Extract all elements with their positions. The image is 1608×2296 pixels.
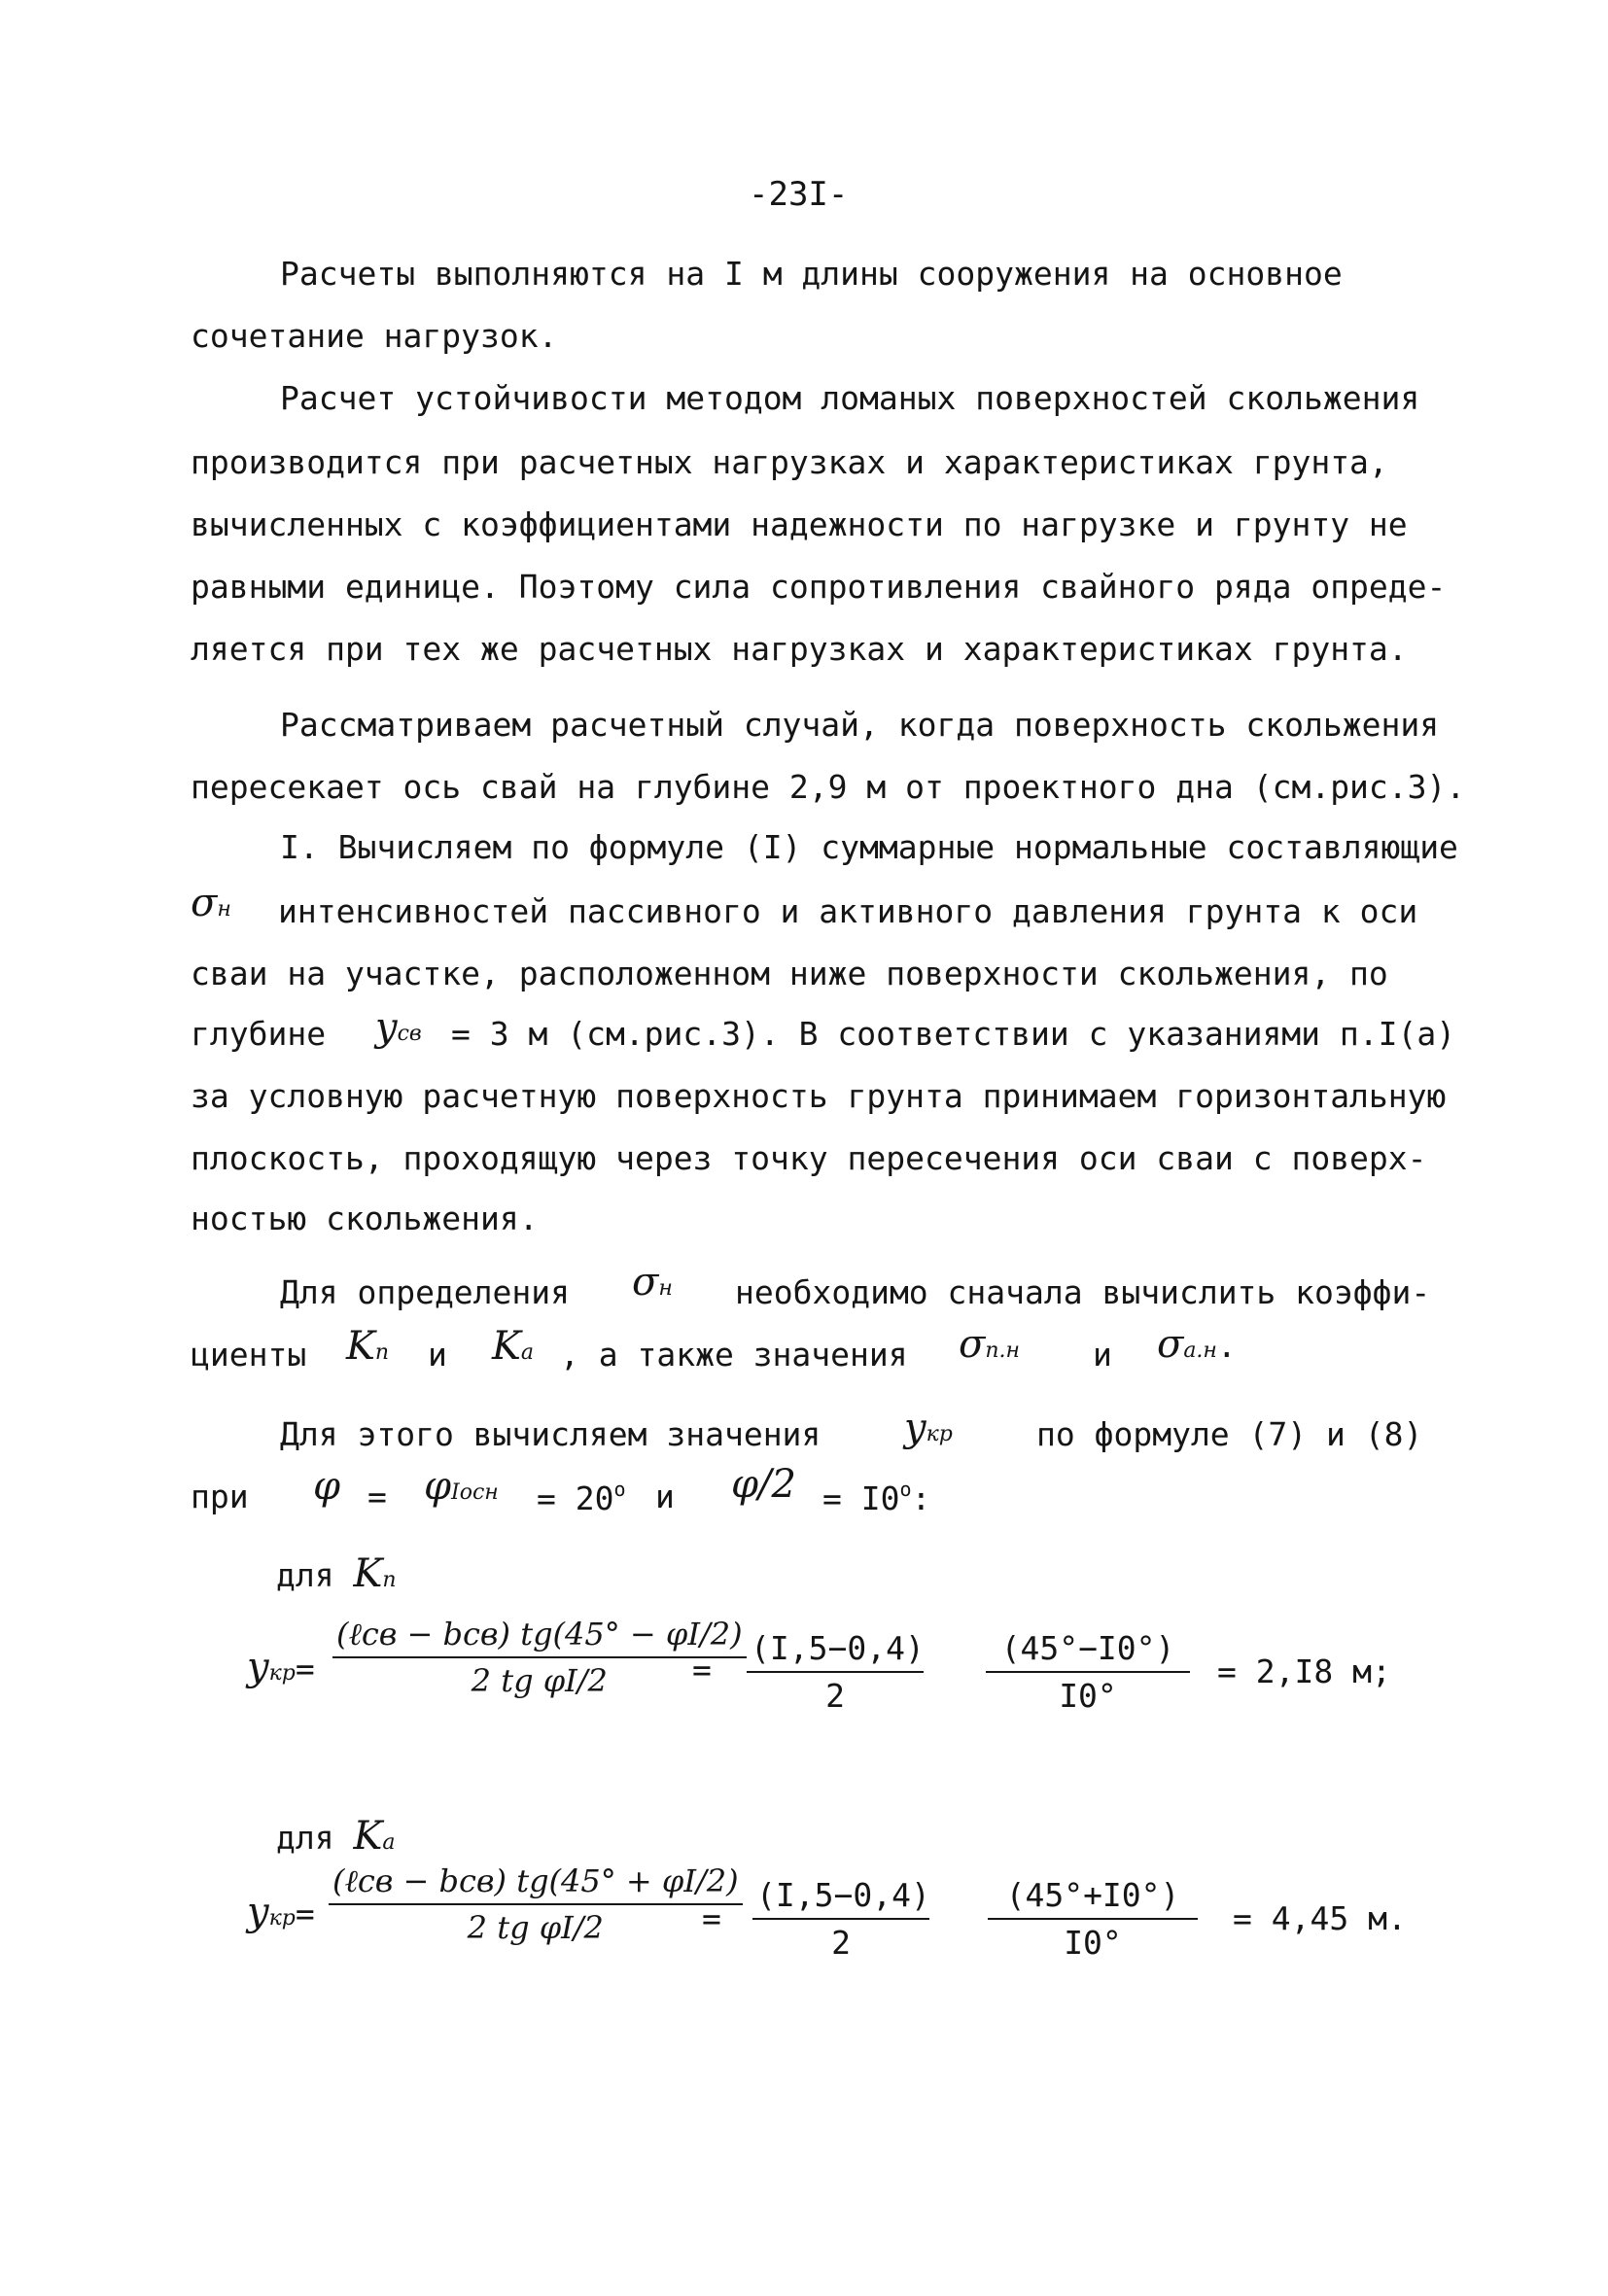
paragraph-line: циенты xyxy=(191,1336,307,1374)
paragraph-line: по формуле (7) и (8) xyxy=(1036,1415,1423,1453)
paragraph-line: Расчет устойчивости методом ломаных поверхностей скольжения xyxy=(280,379,1420,417)
paragraph-line: ностью скольжения. xyxy=(191,1200,539,1237)
equals-sign: = xyxy=(367,1478,387,1515)
equals-sign: = xyxy=(702,1899,721,1937)
phi-half-value: = $I0^о$: xyxy=(822,1478,931,1517)
formula-fraction: $\frac{(45^\circ+I0^\circ)}{I0^\circ}$ xyxy=(988,1876,1198,1962)
formula-result: = 4,45 м. xyxy=(1233,1899,1407,1937)
formula-fraction: (ℓсв − bсв) tg(45° + φI/2) 2 tg φI/2 xyxy=(329,1862,743,1946)
paragraph-line: = 3 м (см.рис.3). В соответствии с указаниями п.I(а) xyxy=(451,1015,1456,1053)
equals-sign: = xyxy=(692,1651,712,1688)
paragraph-line: сочетание нагрузок. xyxy=(191,317,558,355)
paragraph-line: за условную расчетную поверхность грунта принимаем горизонтальную xyxy=(191,1077,1447,1115)
conjunction: и xyxy=(1093,1336,1112,1374)
paragraph-line: производится при расчетных нагрузках и характеристиках грунта, xyxy=(191,443,1388,481)
conjunction: и xyxy=(428,1336,447,1374)
paragraph-line: плоскость, проходящую через точку пересечения оси сваи с поверх- xyxy=(191,1139,1427,1177)
paragraph-line: Для этого вычисляем значения xyxy=(280,1415,821,1453)
y-sv-symbol: yсв xyxy=(375,1005,422,1050)
formula-fraction: $\frac{(I,5-0,4)}{2}$ xyxy=(752,1876,929,1962)
formula-lhs: yкр= xyxy=(247,1645,315,1689)
formula-lhs: yкр= xyxy=(247,1890,315,1934)
paragraph-line: при xyxy=(191,1478,249,1515)
paragraph-line: вычисленных с коэффициентами надежности по нагрузке и грунту не xyxy=(191,505,1408,543)
sigma-n-symbol: σн xyxy=(632,1260,673,1305)
paragraph-line: I. Вычисляем по формуле (I) суммарные нормальные составляющие xyxy=(280,828,1458,866)
paragraph-line: сваи на участке, расположенном ниже поверхности скольжения, по xyxy=(191,955,1388,992)
formula-fraction: (ℓсв − bсв) tg(45° − φI/2) 2 tg φI/2 xyxy=(332,1616,747,1699)
paragraph-line: пересекает ось свай на глубине 2,9 м от проектного дна (см.рис.3). xyxy=(191,768,1466,806)
formula-result: = 2,I8 м; xyxy=(1217,1652,1391,1690)
paragraph-line: глубине xyxy=(191,1015,327,1053)
conjunction: и xyxy=(655,1478,675,1515)
phi-half-symbol: φ/2 xyxy=(731,1462,796,1507)
paragraph-line: ляется при тех же расчетных нагрузках и характеристиках грунта. xyxy=(191,630,1408,668)
sigma-an-symbol: σа.н. xyxy=(1157,1322,1237,1367)
phi-1-osn-symbol: φIосн xyxy=(424,1464,499,1509)
formula-label: для Kп xyxy=(276,1551,397,1596)
paragraph-line: Расчеты выполняются на I м длины сооружения на основное xyxy=(280,255,1343,293)
formula-fraction: $\frac{(45^\circ-I0^\circ)}{I0^\circ}$ xyxy=(986,1629,1190,1715)
page-number: -23I- xyxy=(749,175,849,214)
paragraph-line: необходимо сначала вычислить коэффи- xyxy=(735,1273,1431,1311)
y-kr-symbol: yкр xyxy=(904,1406,953,1450)
formula-fraction: $\frac{(I,5-0,4)}{2}$ xyxy=(747,1629,924,1715)
sigma-n-symbol: σн xyxy=(191,881,231,925)
k-a-symbol: Kа xyxy=(492,1324,535,1369)
k-p-symbol: Kп xyxy=(346,1324,390,1369)
paragraph-line: равными единице. Поэтому сила сопротивления свайного ряда опреде- xyxy=(191,568,1447,606)
formula-label: для Kа xyxy=(276,1814,396,1859)
paragraph-line: интенсивностей пассивного и активного давления грунта к оси xyxy=(278,892,1418,930)
phi-symbol: φ xyxy=(313,1464,341,1509)
paragraph-line: , а также значения xyxy=(560,1336,908,1374)
sigma-pn-symbol: σп.н xyxy=(959,1322,1020,1367)
paragraph-line: Рассматриваем расчетный случай, когда поверхность скольжения xyxy=(280,706,1440,744)
phi-value: = $20^о$ xyxy=(537,1478,626,1517)
paragraph-line: Для определения xyxy=(280,1273,571,1311)
